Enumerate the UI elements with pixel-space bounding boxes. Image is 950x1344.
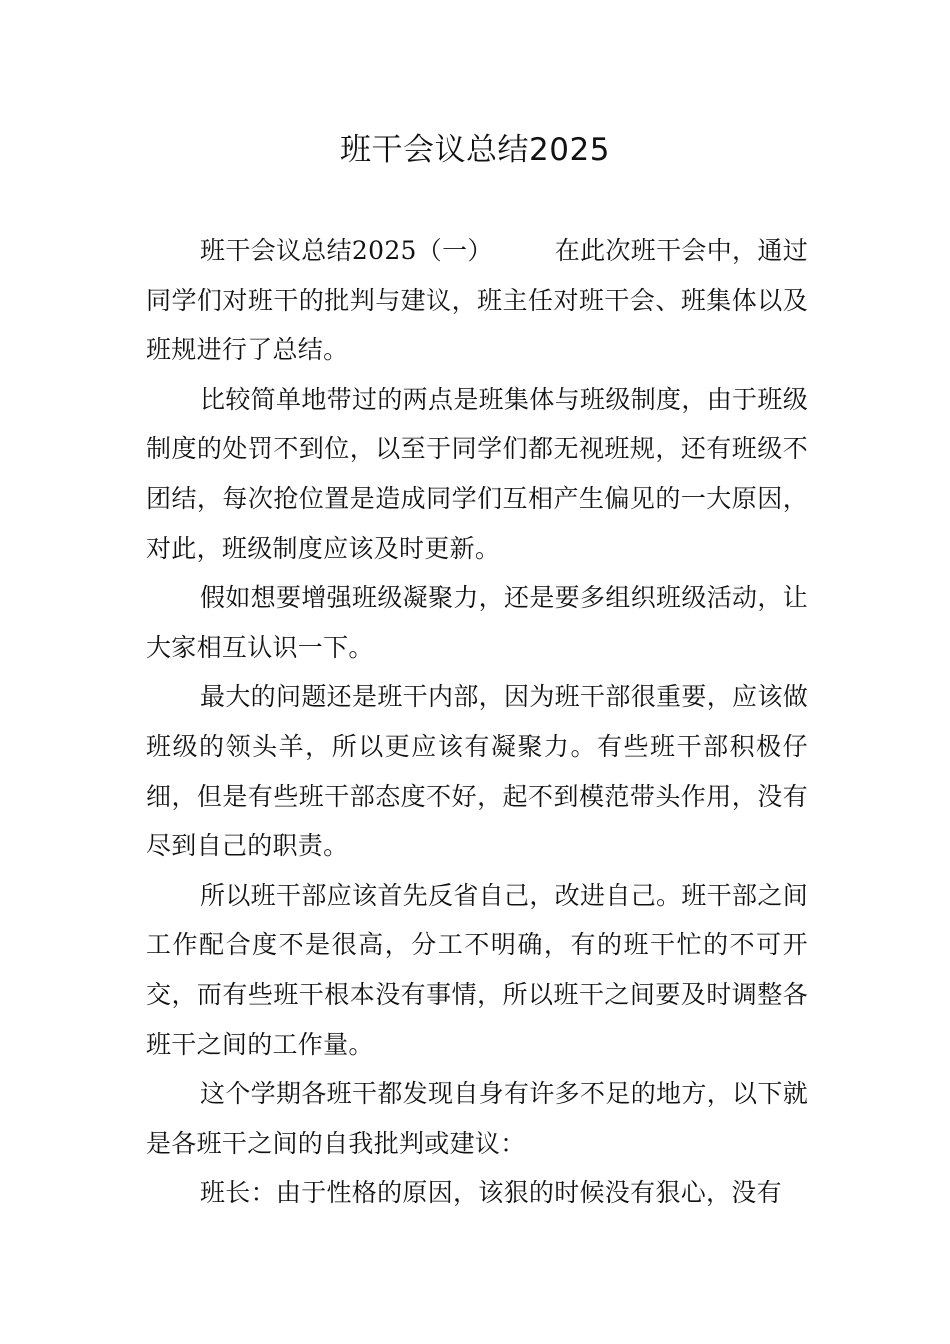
paragraph: 假如想要增强班级凝聚力，还是要多组织班级活动，让大家相互认识一下。 (146, 583, 808, 662)
document-title: 班干会议总结2025 (340, 132, 610, 168)
paragraph: 所以班干部应该首先反省自己，改进自己。班干部之间工作配合度不是很高，分工不明确，有的班干忙的不可开交，而有些班干根本没有事情，所以班干之间要及时调整各班干之间的工作量。 (146, 880, 808, 1059)
paragraph: 这个学期各班干都发现自身有许多不足的地方，以下就是各班干之间的自我批判或建议： (146, 1079, 808, 1158)
document-body (146, 226, 808, 1218)
paragraph-text: 在此次班干会中，通过同学们对班干的批判与建议，班主任对班干会、班集体以及班规进行了总结。 (146, 236, 808, 365)
intro-heading: 班干会议总结2025（一） (200, 236, 493, 265)
paragraph: 班长：由于性格的原因，该狠的时候没有狠心，没有 (200, 1178, 782, 1208)
paragraph-intro (146, 226, 808, 375)
paragraph: 最大的问题还是班干内部，因为班干部很重要，应该做班级的领头羊，所以更应该有凝聚力。有些班干部积极仔细，但是有些班干部态度不好，起不到模范带头作用，没有尽到自己的职责。 (146, 682, 808, 861)
paragraph: 比较简单地带过的两点是班集体与班级制度，由于班级制度的处罚不到位，以至于同学们都无视班规，还有班级不团结，每次抢位置是造成同学们互相产生偏见的一大原因，对此，班级制度应该及时更新。 (146, 384, 808, 563)
